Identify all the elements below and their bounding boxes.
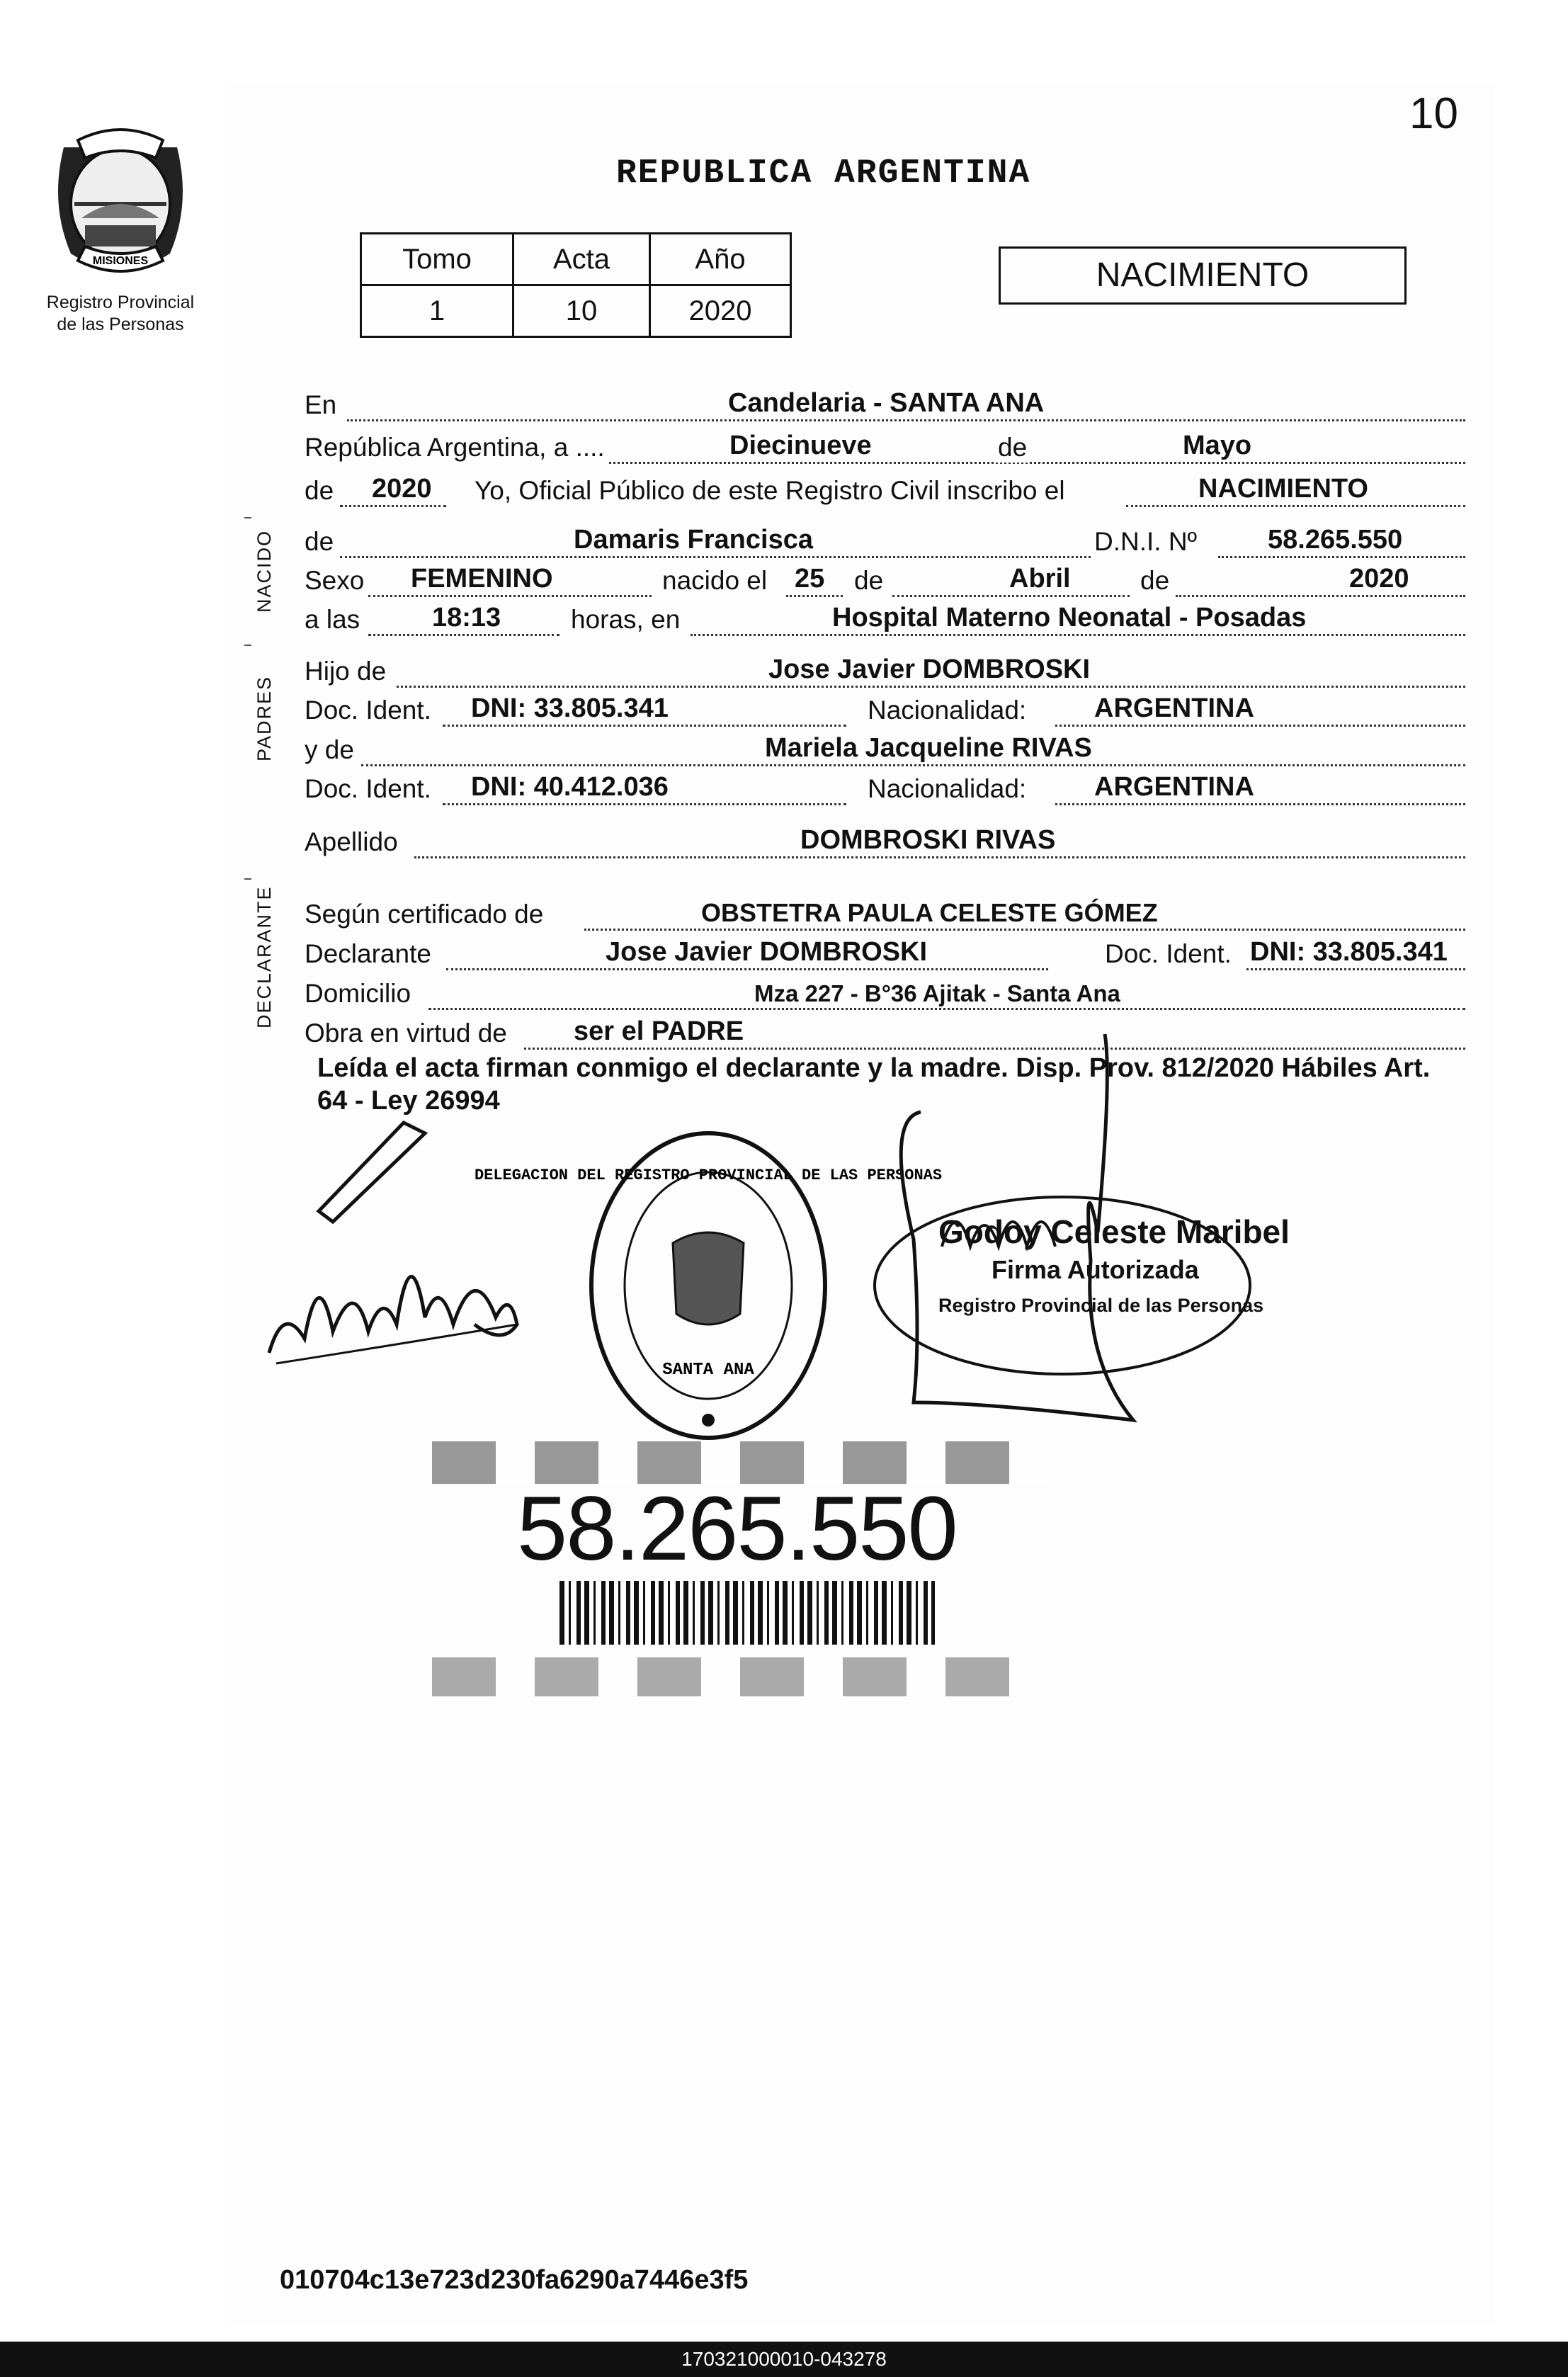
value-nac-anio: 2020 (1349, 564, 1409, 594)
value-padre: Jose Javier DOMBROSKI (768, 654, 1091, 684)
line-madre-doc (305, 768, 1465, 807)
barcode (559, 1581, 935, 1645)
line-inscripcion (305, 470, 1465, 509)
label-domicilio: Domicilio (305, 979, 411, 1008)
registry-value-row (361, 285, 791, 337)
label-de-mes: de (995, 433, 1030, 463)
label-dni: D.N.I. Nº (1094, 527, 1198, 556)
page-number: 10 (1409, 89, 1458, 138)
label-nacionalidad-1: Nacionalidad: (868, 696, 1027, 725)
value-anio: 2020 (372, 474, 432, 504)
value-dni: 58.265.550 (1268, 525, 1403, 555)
label-nacido-el: nacido el (662, 566, 768, 595)
line-padre (305, 651, 1465, 689)
value-lugar: Candelaria - SANTA ANA (728, 388, 1045, 418)
line-sexo (305, 560, 1465, 598)
label-horas-en: horas, en (571, 605, 681, 634)
value-inscribe: NACIMIENTO (1198, 474, 1368, 504)
value-declarante-doc: DNI: 33.805.341 (1250, 937, 1448, 967)
value-hora: 18:13 (432, 603, 501, 632)
line-apellido (305, 822, 1465, 860)
value-madre: Mariela Jacqueline RIVAS (765, 733, 1092, 763)
value-dia: Diecinueve (729, 431, 872, 460)
logo-caption-line2: de las Personas (57, 314, 184, 334)
registry-value-anio: 2020 (650, 285, 791, 337)
official-block (938, 1213, 1377, 1317)
line-certificado (305, 894, 1465, 932)
line-nombre (305, 521, 1465, 560)
label-declarante: Declarante (305, 939, 431, 968)
line-padre-doc (305, 690, 1465, 728)
stamp-inner-text: SANTA ANA (662, 1361, 754, 1380)
label-hijo-de: Hijo de (305, 657, 387, 686)
label-de-anio2: de (1140, 566, 1170, 595)
line-declarante (305, 934, 1465, 972)
value-nombre: Damaris Francisca (574, 525, 813, 555)
label-a-las: a las (305, 605, 360, 634)
label-sexo: Sexo (305, 566, 365, 595)
line-lugar (305, 385, 1465, 423)
line-madre (305, 730, 1465, 768)
label-de-mes2: de (854, 566, 884, 595)
value-madre-nac: ARGENTINA (1094, 772, 1254, 802)
registry-header-anio: Año (650, 234, 791, 285)
value-padre-nac: ARGENTINA (1094, 693, 1254, 723)
value-madre-doc: DNI: 40.412.036 (471, 772, 669, 802)
value-lugar-nac: Hospital Materno Neonatal - Posadas (832, 603, 1307, 632)
document-hash: 010704c13e723d230fa6290a7446e3f5 (280, 2265, 749, 2295)
value-certificado: OBSTETRA PAULA CELESTE GÓMEZ (701, 898, 1158, 927)
registry-table (360, 232, 792, 338)
label-apellido: Apellido (305, 827, 398, 856)
label-republica: República Argentina, a .... (305, 433, 605, 462)
label-nacionalidad-2: Nacionalidad: (868, 774, 1027, 803)
document-title: REPUBLICA ARGENTINA (616, 154, 1031, 193)
security-strip-bottom (432, 1657, 1048, 1696)
label-oficial: Yo, Oficial Público de este Registro Civil inscribo el (475, 476, 1065, 505)
label-de-anio: de (305, 476, 334, 505)
line-fecha (305, 427, 1465, 465)
logo-caption (21, 292, 220, 336)
official-name: Godoy Celeste Maribel (938, 1213, 1290, 1250)
side-label-declarante: DECLARANTE (254, 885, 275, 1028)
registry-stamp (474, 1123, 943, 1448)
label-obra-en-virtud: Obra en virtud de (305, 1019, 507, 1048)
registry-header-row (361, 234, 791, 285)
value-padre-doc: DNI: 33.805.341 (471, 693, 669, 723)
closing-note: Leída el acta firman conmigo el declarante y la madre. Disp. Prov. 812/2020 Hábiles Art. 64 - Ley 26994 (317, 1053, 1431, 1116)
line-domicilio (305, 973, 1465, 1011)
value-apellido: DOMBROSKI RIVAS (800, 825, 1056, 855)
side-label-padres: PADRES (254, 675, 275, 761)
registry-value-acta: 10 (513, 285, 650, 337)
label-doc-ident-1: Doc. Ident. (305, 696, 431, 725)
declarant-signature (262, 1091, 559, 1388)
label-doc-ident-2: Doc. Ident. (305, 774, 431, 803)
label-doc-ident-3: Doc. Ident. (1105, 939, 1232, 968)
registry-value-tomo: 1 (361, 285, 513, 337)
official-role: Firma Autorizada (992, 1255, 1199, 1284)
official-office: Registro Provincial de las Personas (938, 1295, 1264, 1316)
value-nac-dia: 25 (795, 564, 825, 594)
registry-header-acta: Acta (513, 234, 650, 285)
label-en: En (305, 390, 337, 419)
stamp-outer-text: DELEGACION DEL REGISTRO PROVINCIAL DE LAS PERSONAS (474, 1167, 943, 1184)
registry-header-tomo: Tomo (361, 234, 513, 285)
barcode-number: 58.265.550 (517, 1478, 957, 1579)
logo-caption-line1: Registro Provincial (46, 293, 195, 312)
line-hora (305, 599, 1465, 637)
svg-text:MISIONES: MISIONES (92, 255, 149, 267)
value-declarante: Jose Javier DOMBROSKI (606, 937, 928, 967)
value-domicilio: Mza 227 - B°36 Ajitak - Santa Ana (754, 980, 1120, 1006)
label-y-de: y de (305, 735, 354, 764)
value-obra: ser el PADRE (574, 1016, 744, 1046)
value-mes: Mayo (1183, 431, 1252, 460)
province-seal-logo (42, 119, 198, 285)
label-de-nombre: de (305, 527, 334, 556)
footer-code: 170321000010-043278 (0, 2342, 1568, 2377)
label-segun-certificado: Según certificado de (305, 900, 544, 929)
act-type-box: NACIMIENTO (999, 246, 1407, 305)
value-nac-mes: Abril (1009, 564, 1071, 594)
value-sexo: FEMENINO (411, 564, 553, 594)
side-label-nacido: NACIDO (254, 529, 275, 613)
